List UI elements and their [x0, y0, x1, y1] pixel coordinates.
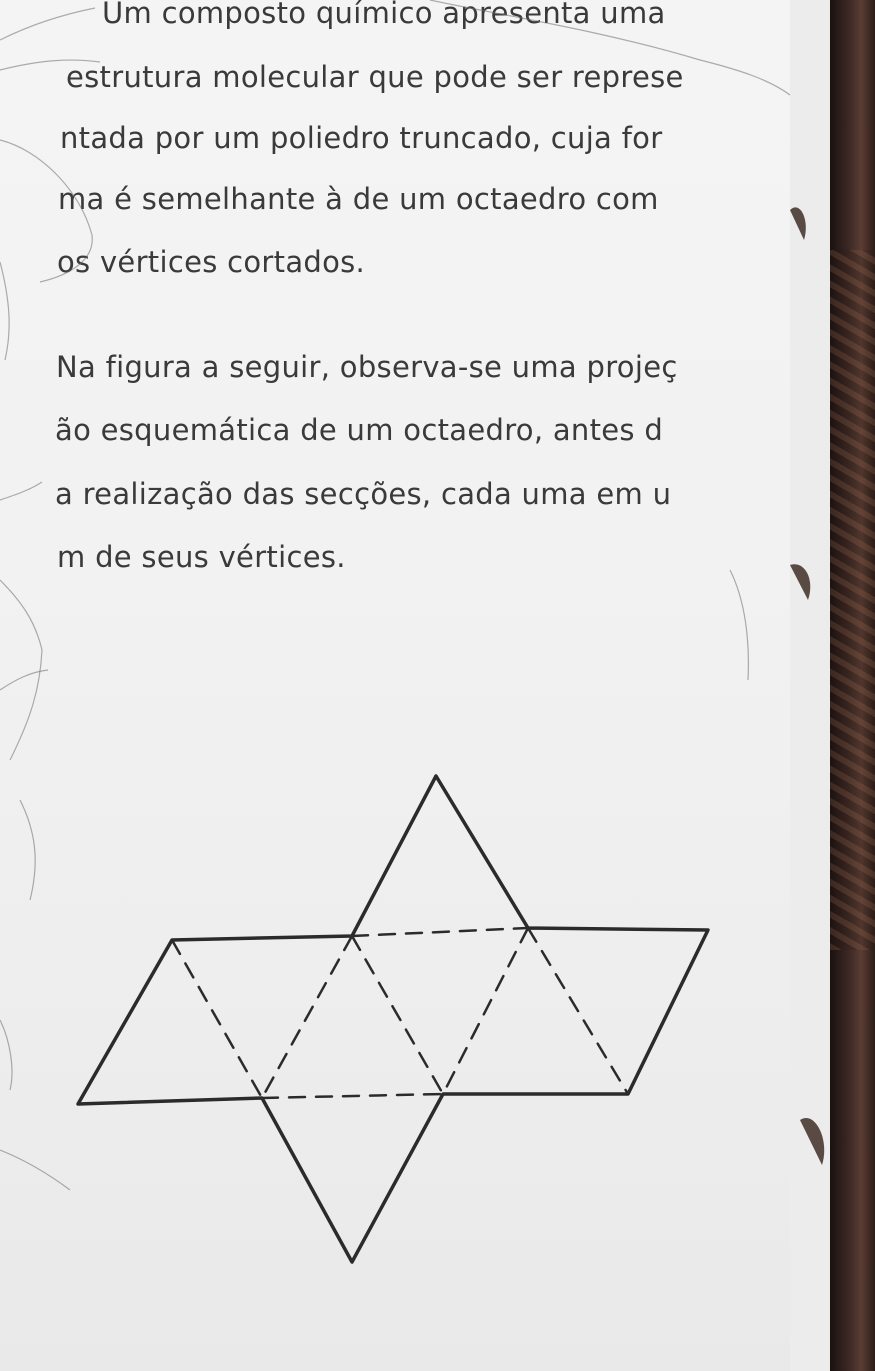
dashed-edge [262, 1094, 443, 1098]
text-line: estrutura molecular que pode ser represe [66, 60, 684, 94]
screen-edge [790, 0, 830, 1371]
text-line: ma é semelhante à de um octaedro com [58, 182, 659, 216]
dashed-edge [172, 940, 262, 1098]
text-line: m de seus vértices. [57, 540, 346, 574]
dashed-edge [352, 928, 528, 936]
dashed-edge [528, 928, 628, 1094]
octahedron-net-figure [0, 760, 790, 1280]
text-line: Na figura a seguir, observa-se uma projeç [56, 350, 678, 384]
text-line: ntada por um poliedro truncado, cuja for [60, 121, 663, 155]
net-outline [78, 776, 708, 1262]
dashed-edge [443, 928, 528, 1094]
text-line: os vértices cortados. [57, 245, 366, 279]
text-line: Um composto químico apresenta uma [102, 0, 666, 30]
dashed-edge [262, 936, 352, 1098]
dashed-edge [352, 936, 443, 1094]
bezel-texture [830, 250, 875, 950]
text-line: ão esquemática de um octaedro, antes d [55, 413, 664, 447]
text-line: a realização das secções, cada uma em u [55, 477, 672, 511]
